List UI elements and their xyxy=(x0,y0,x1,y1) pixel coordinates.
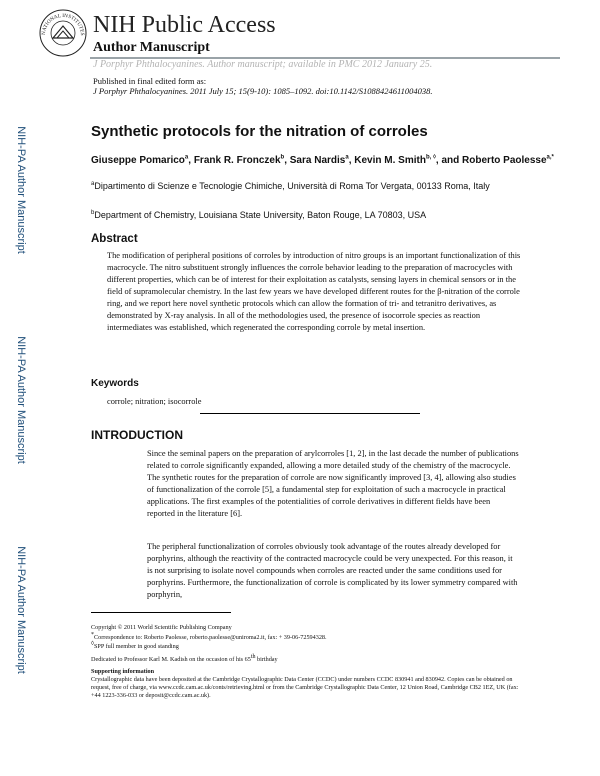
article-title: Synthetic protocols for the nitration of corroles xyxy=(91,123,428,140)
nih-logo xyxy=(38,8,88,58)
affiliation-text: Dipartimento di Scienze e Tecnologie Chimiche, Università di Roma Tor Vergata, 00133 Roma, Italy xyxy=(94,181,490,191)
author-affiliation-mark: a xyxy=(184,154,189,161)
author-manuscript-label: Author Manuscript xyxy=(93,40,210,55)
introduction-heading: INTRODUCTION xyxy=(91,428,183,442)
author-affiliation-mark: b xyxy=(280,154,285,161)
author-affiliation-mark: a,* xyxy=(546,154,554,161)
author-affiliation-mark: b, ◊ xyxy=(425,154,436,161)
keywords-heading: Keywords xyxy=(91,378,139,389)
side-label-middle xyxy=(12,280,30,520)
footnote-mark: ◊ xyxy=(91,640,94,647)
keywords-text: corrole; nitration; isocorrole xyxy=(107,397,202,406)
logo-lettering: NATIONAL INSTITUTES xyxy=(40,12,86,36)
abstract-text: The modification of peripheral positions of corroles by introduction of nitro groups is an important functionalization of this macrocycle. The nitro substituent strongly influences the corrole behavior leading to the preparation of macrocycles with different properties, which can be of interest for their exploitation as catalysts, sensing layers in chemical sensors or in the field of supramolecular chemistry. In the last few years we have developed different routes for the β-nitration of the corrole ring, and we report here novel synthetic protocols which can allow the formation of tri- and tetranitro derivatives, as demonstrated by X-ray analysis. In all of the methodologies used, the presence of isocorrole species as reaction intermediates was established, which regenerated the corresponding corrole by metal insertion. xyxy=(107,251,521,332)
affiliation-b xyxy=(91,209,561,221)
dedication-text: Dedicated to Professor Karl M. Kadish on the occasion of his 65 xyxy=(91,656,251,663)
author-name: Giuseppe Pomarico xyxy=(91,155,185,166)
author-list: Giuseppe Pomarico$^a$, Frank R. Fronczek$^b$, Sara Nardis$^a$, Kevin M. Smith$^{b, ◊}$, and Roberto Paolesse$^{a,*}$ xyxy=(91,154,554,166)
nih-public-access-title: NIH Public Access xyxy=(93,12,276,38)
supporting-info-text: Crystallographic data have been deposited at the Cambridge Crystallographic Data Center (CCDC) under numbers CCDC 830941 and 830942. Copies can be obtained on request, free of charge, via www.ccdc.cam.ac.uk/conts/retrieving.html or from the Cambridge Crystallographic Data Center, 12 Union Road, Cambridge CB2 1EZ, UK (fax: +44 1223-336-033 or deposit@ccdc.cam.ac.uk). xyxy=(91,676,519,699)
side-label-text: NIH-PA Author Manuscript xyxy=(15,126,27,254)
published-form-label: Published in final edited form as: xyxy=(93,76,207,86)
citation-text: J Porphyr Phthalocyanines. 2011 July 15; 15(9-10): 1085–1092. doi:10.1142/S1088424611004038. xyxy=(93,86,433,96)
affiliation-a xyxy=(91,180,561,192)
correspondence-text: Correspondence to: Roberto Paolesse, roberto.paolesse@uniroma2.it, fax: + 39-06-72594328. xyxy=(94,634,327,641)
member-footnote xyxy=(91,640,531,651)
copyright-line: Copyright © 2011 World Scientific Publishing Company xyxy=(91,624,232,631)
section-divider xyxy=(200,413,420,414)
correspondence-footnote xyxy=(91,631,531,642)
pmc-availability-line: J Porphyr Phthalocyanines. Author manuscript; available in PMC 2012 January 25. xyxy=(93,59,433,70)
dedication-text-end: birthday xyxy=(255,656,278,663)
side-label-bottom xyxy=(12,490,30,730)
introduction-paragraph: Since the seminal papers on the preparation of arylcorroles [1, 2], in the last decade the number of publications related to corrole significantly expanded, allowing a more detailed study of the chemistry of the macrocycle. The synthetic routes for the preparation of corrole are now significantly improved [3, 4], allowing also studies of functionalization of the corrole [5], a fundamental step for exploitation of such a macrocycle in practical applications. The first examples of the potentialities of corrole derivatives in different fields have been reported in the literature [6]. xyxy=(147,449,519,518)
author-name: Roberto Paolesse xyxy=(462,155,547,166)
footnote-divider xyxy=(91,612,231,613)
author-affiliation-mark: a xyxy=(345,154,349,161)
author-name: Sara Nardis xyxy=(289,155,346,166)
author-name: Frank R. Fronczek xyxy=(193,155,281,166)
abstract-heading: Abstract xyxy=(91,233,138,245)
footnote-mark: * xyxy=(91,631,94,638)
nih-seal-icon xyxy=(38,8,88,58)
affiliation-text: Department of Chemistry, Louisiana State University, Baton Rouge, LA 70803, USA xyxy=(94,210,427,220)
side-label-text: NIH-PA Author Manuscript xyxy=(15,336,27,464)
dedication-line xyxy=(91,653,531,664)
side-label-top xyxy=(12,70,30,310)
side-label-text: NIH-PA Author Manuscript xyxy=(15,546,27,674)
supporting-info-heading: Supporting information xyxy=(91,668,155,675)
affiliation-mark: b xyxy=(91,210,95,216)
ordinal-suffix: th xyxy=(250,653,256,660)
author-name: Kevin M. Smith xyxy=(354,155,426,166)
affiliation-mark: a xyxy=(91,181,95,187)
journal-citation xyxy=(93,86,432,97)
member-text: SPP full member in good standing xyxy=(93,643,179,650)
introduction-paragraph: The peripheral functionalization of corroles obviously took advantage of the routes already developed for porphyrins, although the reactivity of the contracted macrocycle could be very unexpected. For this reason, it is not surprising to isolate novel compounds when corroles are reacted under the same conditions used for porphyrins. Furthermore, the functionalization of corrole is complicated by its lower symmetry compared with porphyrin, xyxy=(147,542,518,599)
